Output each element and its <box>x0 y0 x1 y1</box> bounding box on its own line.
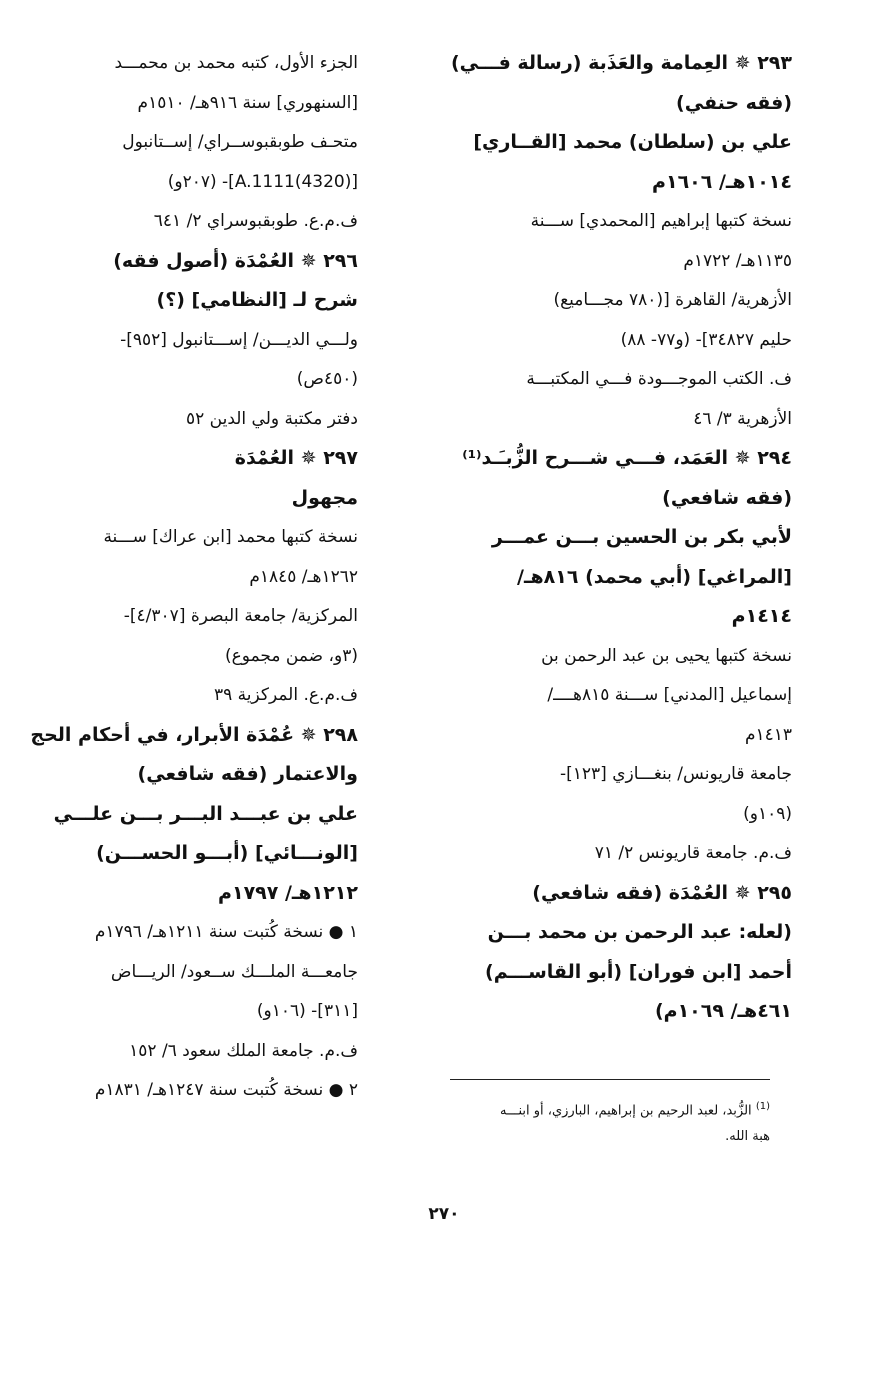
right-column-line: [المراغي] (أبي محمد) ٨١٦هـ/ <box>517 565 792 588</box>
right-column-line: حليم ٣٤٨٢٧]- (و٧٧- ٨٨) <box>620 329 792 350</box>
right-column-line: ١٤١٣م <box>744 724 792 745</box>
footnote-line-1 <box>440 1094 770 1124</box>
left-column-line: مجهول <box>291 486 358 509</box>
right-column-line: أحمد [ابن فوران] (أبو القاســـم) <box>485 960 792 983</box>
right-column-line: ٢٩٣ ✵ العِمامة والعَذَبة (رسالة فـــي) <box>450 52 792 74</box>
footnote-separator <box>450 1079 770 1080</box>
right-column-line: نسخة كتبها يحيى بن عبد الرحمن بن <box>541 645 792 666</box>
left-column-line: متحـف طوبقبوســراي/ إســتانبول <box>122 132 358 152</box>
left-column-line: شرح لـ [النظامي] (؟) <box>156 289 358 311</box>
right-column-line: (فقه شافعي) <box>662 486 792 509</box>
right-column-line: الأزهرية ٣/ ٤٦ <box>693 408 792 429</box>
left-column-line: جامعـــة الملـــك ســعود/ الريـــاض <box>110 961 358 982</box>
right-column-line: ٢٩٤ ✵ العَمَد، فـــي شـــرح الزُّبـَـد⁽¹⁾ <box>462 447 792 469</box>
left-column-line: ف.م.ع. طوبقبوسراي ٢/ ٦٤١ <box>153 211 358 231</box>
left-column-line: ف.م.ع. المركزية ٣٩ <box>213 685 358 705</box>
right-column-line: إسماعيل [المدني] ســـنة ٨١٥هــــ/ <box>547 685 792 705</box>
left-column-line: [(4320)A.1111]- (٢٠٧و) <box>167 171 358 192</box>
right-column-line: ١٤١٤م <box>731 605 792 627</box>
footnote-line-2: هبة الله. <box>725 1129 770 1145</box>
right-column-line: نسخة كتبها إبراهيم [المحمدي] ســـنة <box>530 211 792 231</box>
right-column-line: ١٠١٤هـ/ ١٦٠٦م <box>652 170 792 193</box>
right-column-line: ف.م. جامعة قاريونس ٢/ ٧١ <box>594 843 792 863</box>
left-column-line: ١٢٦٢هـ/ ١٨٤٥م <box>249 566 358 587</box>
left-column-line: والاعتمار (فقه شافعي) <box>137 763 358 785</box>
left-column-line: نسخة كتبها محمد [ابن عراك] ســـنة <box>103 527 358 547</box>
right-column-line: لأبي بكر بن الحسين بـــن عمـــر <box>491 526 792 548</box>
right-column <box>440 44 792 1032</box>
right-column-line: (لعله: عبد الرحمن بن محمد بـــن <box>487 921 792 943</box>
left-column-line: [السنهوري] سنة ٩١٦هـ/ ١٥١٠م <box>137 92 358 113</box>
left-column-line: ٢٩٧ ✵ العُمْدَة <box>234 447 358 469</box>
left-column-line: علي بن عبـــد البـــر بـــن علـــي <box>53 802 358 825</box>
left-column-line: ولـــي الديـــن/ إســـتانبول [٩٥٢]- <box>120 329 358 350</box>
left-column-line: ف.م. جامعة الملك سعود ٦/ ١٥٢ <box>129 1040 358 1061</box>
right-column-line: الأزهرية/ القاهرة [(٧٨٠ مجـــاميع) <box>553 290 792 310</box>
right-column-line: (١٠٩و) <box>743 803 792 824</box>
right-column-line: ف. الكتب الموجـــودة فـــي المكتبـــة <box>526 369 792 389</box>
left-column-line: ٢٩٨ ✵ عُمْدَة الأبرار، في أحكام الحج <box>30 723 358 746</box>
footnote <box>440 1094 770 1150</box>
left-column-line: دفتر مكتبة ولي الدين ٥٢ <box>185 408 358 429</box>
footnote-marker: (1) <box>755 1101 770 1112</box>
left-column <box>30 44 358 1111</box>
right-column-line: ٢٩٥ ✵ العُمْدَة (فقه شافعي) <box>532 881 792 904</box>
left-column-line: [٣١١]- (١٠٦و) <box>256 1001 358 1021</box>
left-column-line: ١٢١٢هـ/ ١٧٩٧م <box>218 881 358 904</box>
left-column-line: ٢ ● نسخة كُتبت سنة ١٢٤٧هـ/ ١٨٣١م <box>94 1080 358 1100</box>
right-column-line: ٤٦١هـ/ ١٠٦٩م) <box>654 1000 792 1022</box>
right-column-line: جامعة قاريونس/ بنغـــازي [١٢٣]- <box>559 764 792 784</box>
left-column-line: ٢٩٦ ✵ العُمْدَة (أصول فقه) <box>113 249 358 272</box>
footnote-text-1: الزُّبد، لعبد الرحيم بن إبراهيم، البارزي، أو ابنـــه <box>500 1103 752 1119</box>
left-column-line: (٤٥٠ص) <box>296 369 358 389</box>
left-column-line: (٣و، ضمن مجموع) <box>225 645 358 666</box>
left-column-line: الجزء الأول، كتبه محمد بن محمـــد <box>114 53 358 73</box>
left-column-line: [الونـــائي] (أبـــو الحســـن) <box>96 842 358 864</box>
left-column-line: المركزية/ جامعة البصرة [٤/٣٠٧]- <box>123 606 358 626</box>
right-column-line: (فقه حنفي) <box>676 91 792 114</box>
left-column-line: ١ ● نسخة كُتبت سنة ١٢١١هـ/ ١٧٩٦م <box>94 922 358 942</box>
page-number: ٢٧٠ <box>428 1204 460 1224</box>
right-column-line: ١١٣٥هـ/ ١٧٢٢م <box>683 250 792 271</box>
right-column-line: علي بن (سلطان) محمد [القــاري] <box>473 131 792 153</box>
